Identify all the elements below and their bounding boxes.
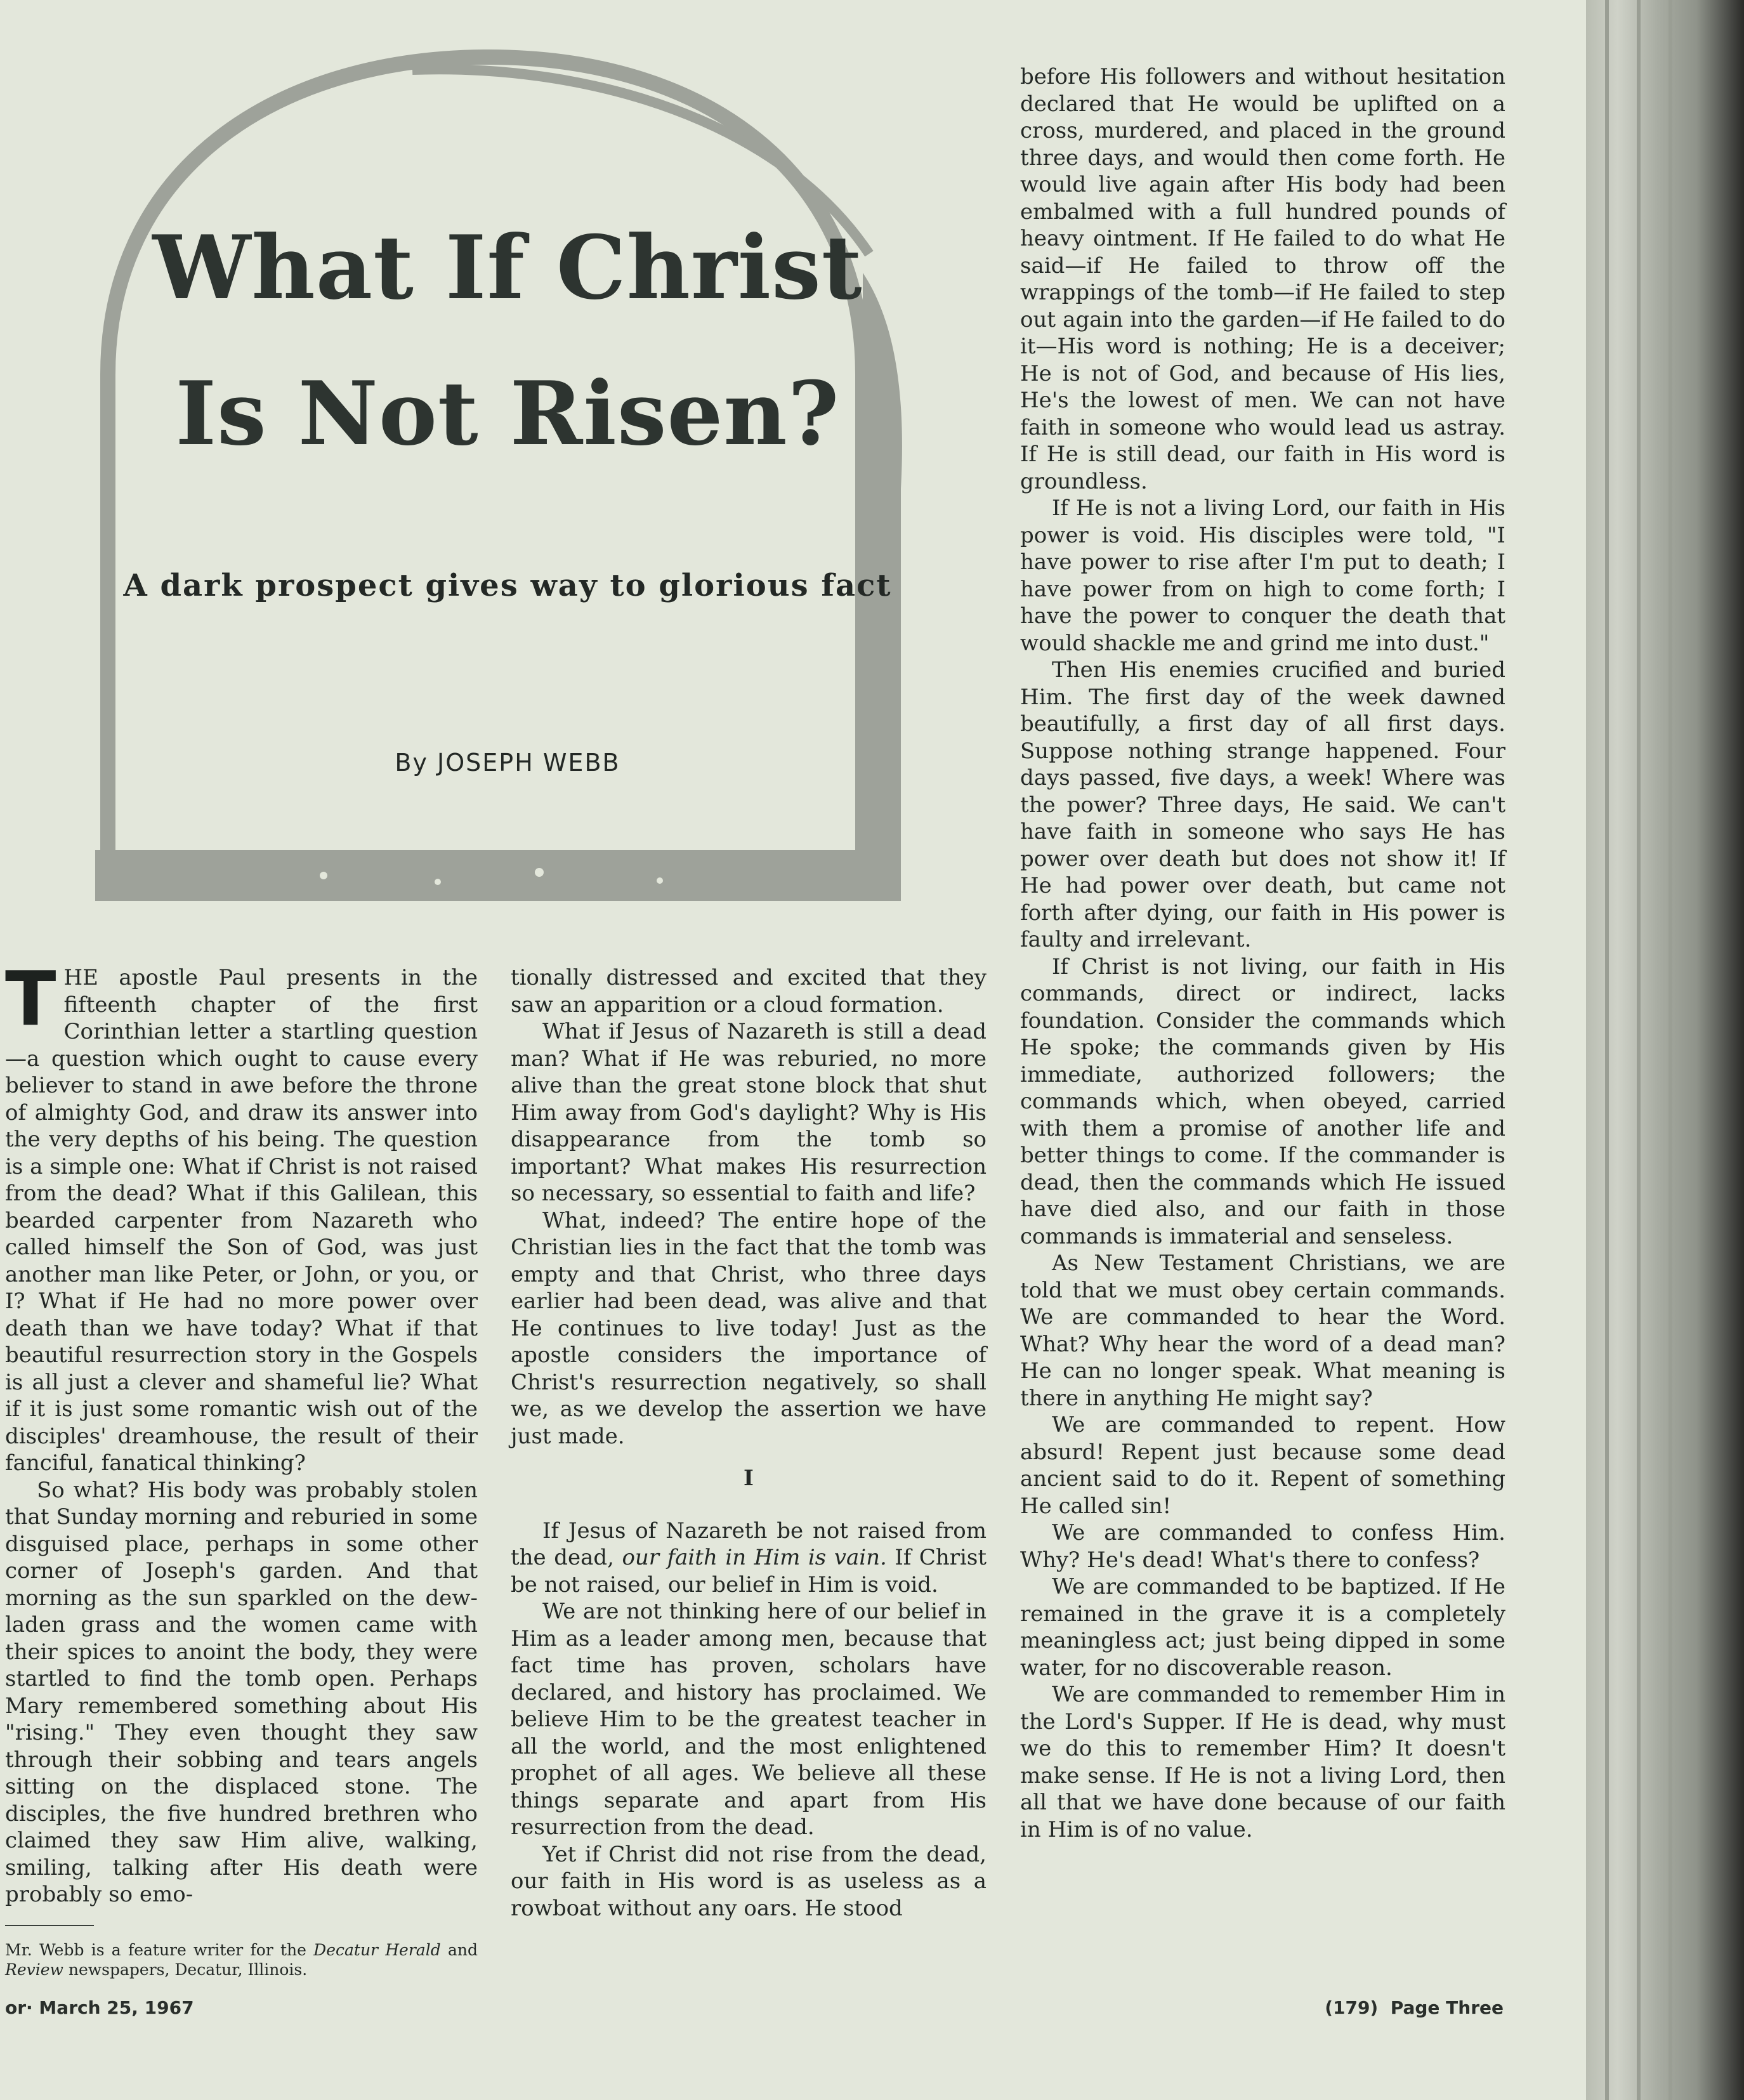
paragraph: We are commanded to remember Him in the Lord's Supper. If He is dead, why must we do this to remember Him? It doesn't make sense. If He is not a living Lord, then all that we have done because of our faith in Him is of no value. [1020, 1682, 1505, 1842]
article-column-2 [511, 964, 987, 1922]
paragraph: We are not thinking here of our belief in Him as a leader among men, because that fact time has proven, scholars have declared, and history has proclaimed. We believe Him to be the greatest teacher in all the world, and the most enlightened prophet of all ages. We believe all these things separate and apart from His resurrection from the dead. [511, 1599, 987, 1840]
section-number: I [744, 1466, 754, 1491]
subtitle: A dark prospect gives way to glorious fact [123, 568, 892, 603]
book-binding-edge [1586, 0, 1744, 2100]
paragraph: THE apostle Paul presents in the fifteenth chapter of the first Corinthian letter a startling question—a question which ought to cause every believer to stand in awe before the throne of almighty God, and draw its answer into the very depths of his being. The question is a simple one: What if Christ is not raised from the dead? What if this Galilean, this bearded carpenter from Nazareth who called himself the Son of God, was just another man like Peter, or John, or you, or I? What if He had no more power over death than we have today? What if that beautiful resurrection story in the Gospels is all just a clever and shameful lie? What if it is just some romantic wish out of the disciples' dreamhouse, the result of their fanciful, fanatical thinking? [5, 955, 478, 1476]
footnote-divider [5, 1925, 94, 1926]
page-edge [1605, 0, 1609, 2100]
author-footnote: Mr. Webb is a feature writer for the Decatur Herald and Review newspapers, Decatur, Illinois. [5, 1940, 478, 1979]
paragraph: What if Jesus of Nazareth is still a dead man? What if He was reburied, no more alive than the great stone block that shut Him away from God's daylight? Why is His disappearance from the tomb so important? What makes His resurrection so necessary, so essential to faith and life? [511, 1019, 987, 1206]
page-edge [1637, 0, 1641, 2100]
article-column-1 [5, 955, 478, 1979]
tombstone-illustration [82, 44, 933, 907]
paragraph: We are commanded to be baptized. If He remained in the grave it is a completely meaningless act; just being dipped in some water, for no discoverable reason. [1020, 1574, 1505, 1681]
headline-line-1: What If Christ [152, 216, 863, 319]
byline: By JOSEPH WEBB [395, 749, 620, 777]
page-number: (179) Page Three [1325, 1997, 1504, 2018]
paragraph: We are commanded to repent. How absurd! Repent just because some dead ancient said to do it. Repent of something He called sin! [1020, 1412, 1505, 1519]
paragraph: Then His enemies crucified and buried Him. The first day of the week dawned beautifully, a first day of all first days. Suppose nothing strange happened. Four days passed, five days, a week! Where was the power? Three days, He said. We can't have faith in someone who says He has power over death but does not show it! If He had power over death, but came not forth after dying, our faith in His power is faulty and irrelevant. [1020, 657, 1505, 952]
paragraph: So what? His body was probably stolen that Sunday morning and reburied in some disguised place, perhaps in some other corner of Joseph's garden. And that morning as the sun sparkled on the dew-laden grass and the women came with their spices to anoint the body, they were startled to find the tomb open. Perhaps Mary remembered something about His "rising." They even thought they saw through their sobbing and tears angels sitting on the displaced stone. The disciples, the five hundred brethren who claimed they saw Him alive, walking, smiling, talking after His death were probably so emo- [5, 1477, 478, 1907]
paragraph: As New Testament Christians, we are told that we must obey certain commands. We are commanded to hear the Word. What? Why hear the word of a dead man? He can no longer speak. What meaning is there in anything He might say? [1020, 1250, 1505, 1411]
paragraph: before His followers and without hesitation declared that He would be uplifted on a cross, murdered, and placed in the ground three days, and would then come forth. He would live again after His body had been embalmed with a full hundred pounds of heavy ointment. If He failed to do what He said—if He failed to throw off the wrappings of the tomb—if He failed to step out again into the garden—if He failed to do it—His word is nothing; He is a deceiver; He is not of God, and because of His lies, He's the lowest of men. We can not have faith in someone who would lead us astray. If He is still dead, our faith in His word is groundless. [1020, 64, 1505, 494]
paragraph: Yet if Christ did not rise from the dead, our faith in His word is as useless as a rowboat without any oars. He stood [511, 1841, 987, 1921]
paragraph: If Jesus of Nazareth be not raised from the dead, our faith in Him is vain. If Christ be not raised, our belief in Him is void. [511, 1518, 987, 1598]
paragraph: If He is not a living Lord, our faith in His power is void. His disciples were told, "I have power to rise after I'm put to death; I have power from on high to come forth; I have the power to conquer the death that would shackle me and grind me into dust." [1020, 495, 1505, 656]
drop-cap: T [5, 955, 56, 1042]
paragraph: What, indeed? The entire hope of the Christian lies in the fact that the tomb was empty and that Christ, who three days earlier had been dead, was alive and that He continues to live today! Just as the apostle considers the importance of Christ's resurrection negatively, so shall we, as we develop the assertion we have just made. [511, 1207, 987, 1449]
footer-date: or· March 25, 1967 [5, 1997, 194, 2018]
headline-line-2: Is Not Risen? [175, 362, 840, 465]
page-edge [1669, 0, 1672, 2100]
paragraph: tionally distressed and excited that they saw an apparition or a cloud formation. [511, 965, 987, 1018]
paragraph: If Christ is not living, our faith in His commands, direct or indirect, lacks foundation. Consider the commands which He spoke; the commands given by His immediate, authorized followers; the commands which, when obeyed, carried with them a promise of another life and better things to come. If the commander is dead, then the commands which He issued have died also, and our faith in those commands is immaterial and senseless. [1020, 954, 1505, 1249]
article-column-3 [1020, 63, 1505, 1843]
paragraph: We are commanded to confess Him. Why? He's dead! What's there to confess? [1020, 1520, 1505, 1573]
